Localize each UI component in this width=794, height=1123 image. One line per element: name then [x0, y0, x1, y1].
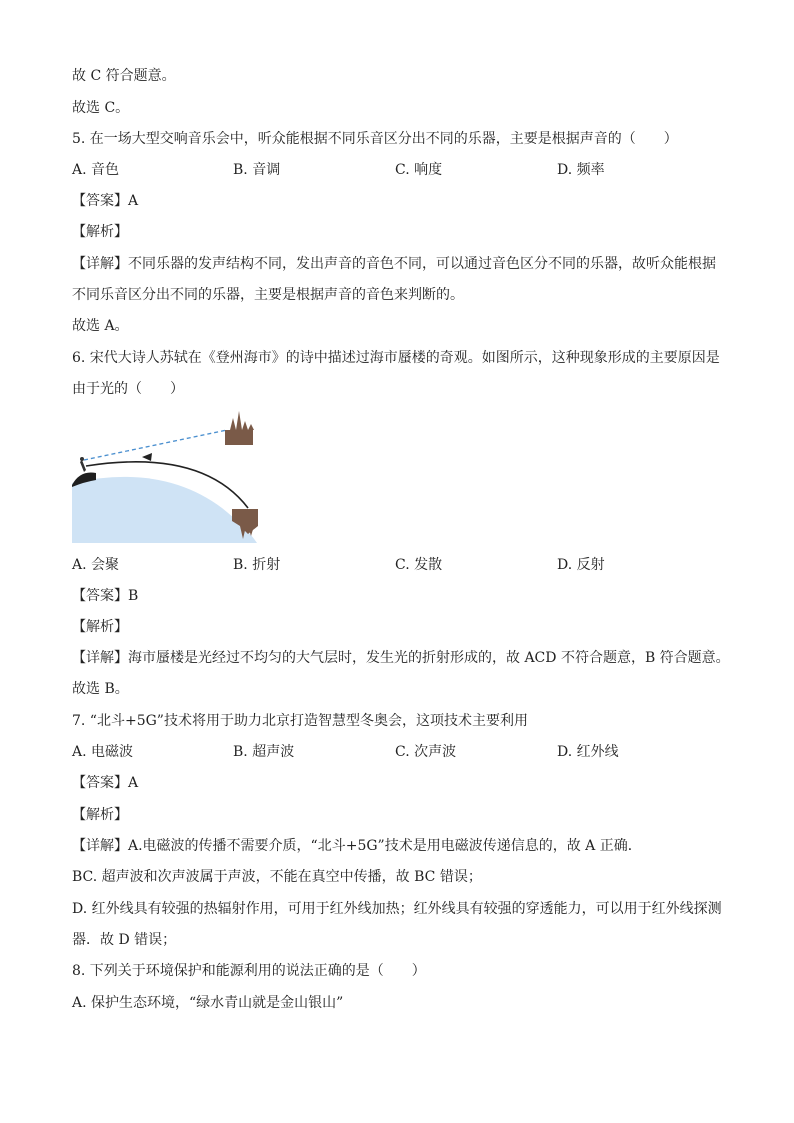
earth-surface — [72, 477, 257, 543]
option-c: C. 响度 — [395, 162, 443, 178]
mirage-figure — [72, 408, 277, 543]
text-line: 故选 C。 — [72, 100, 130, 116]
option-a: A. 电磁波 — [72, 744, 134, 760]
detail-text: 【详解】不同乐器的发声结构不同，发出声音的音色不同，可以通过音色区分不同的乐器，故听众能根据 — [72, 256, 716, 272]
analysis-label: 【解析】 — [72, 619, 128, 635]
option-b: B. 音调 — [233, 162, 281, 178]
detail-text: 【详解】海市蜃楼是光经过不均匀的大气层时，发生光的折射形成的，故 ACD 不符合题意，B 符合题意。 — [72, 650, 730, 666]
answer-label: 【答案】A — [72, 193, 139, 209]
answer-label: 【答案】B — [72, 588, 139, 604]
option-b: B. 超声波 — [233, 744, 295, 760]
option-c: C. 发散 — [395, 557, 443, 573]
q7-options — [72, 742, 752, 762]
dashed-ray — [84, 430, 227, 460]
analysis-label: 【解析】 — [72, 807, 128, 823]
question-6-cont: 由于光的（ ） — [72, 381, 184, 397]
detail-text: 不同乐音区分出不同的乐器，主要是根据声音的音色来判断的。 — [72, 287, 464, 303]
arrow-head-icon — [142, 453, 152, 461]
question-6: 6. 宋代大诗人苏轼在《登州海市》的诗中描述过海市蜃楼的奇观。如图所示，这种现象形成的主要原因是 — [72, 350, 720, 366]
detail-text: BC. 超声波和次声波属于声波，不能在真空中传播，故 BC 错误； — [72, 869, 482, 885]
option-a: A. 音色 — [72, 162, 120, 178]
q6-options — [72, 555, 752, 575]
option-c: C. 次声波 — [395, 744, 457, 760]
question-8: 8. 下列关于环境保护和能源利用的说法正确的是（ ） — [72, 963, 426, 979]
option-b: B. 折射 — [233, 557, 281, 573]
analysis-label: 【解析】 — [72, 224, 128, 240]
detail-text: D. 红外线具有较强的热辐射作用，可用于红外线加热；红外线具有较强的穿透能力，可以用于红外线探测 — [72, 901, 722, 917]
detail-text: 器．故 D 错误； — [72, 932, 177, 948]
question-7: 7. “北斗+5G”技术将用于助力北京打造智慧型冬奥会，这项技术主要利用 — [72, 713, 528, 729]
option-d: D. 频率 — [557, 162, 605, 178]
option-a: A. 保护生态环境，“绿水青山就是金山银山” — [72, 995, 344, 1011]
mirage-building-icon — [225, 411, 254, 445]
detail-text: 【详解】A.电磁波的传播不需要介质，“北斗+5G”技术是用电磁波传递信息的，故 A 正确． — [72, 838, 642, 854]
option-a: A. 会聚 — [72, 557, 120, 573]
observer-icon — [80, 460, 86, 472]
question-5: 5. 在一场大型交响音乐会中，听众能根据不同乐音区分出不同的乐器，主要是根据声音的（ ） — [72, 131, 678, 147]
option-d: D. 反射 — [557, 557, 605, 573]
selection-text: 故选 A。 — [72, 318, 129, 334]
text-line: 故 C 符合题意。 — [72, 68, 176, 84]
q5-options — [72, 160, 752, 180]
option-d: D. 红外线 — [557, 744, 619, 760]
answer-label: 【答案】A — [72, 775, 139, 791]
selection-text: 故选 B。 — [72, 681, 129, 697]
